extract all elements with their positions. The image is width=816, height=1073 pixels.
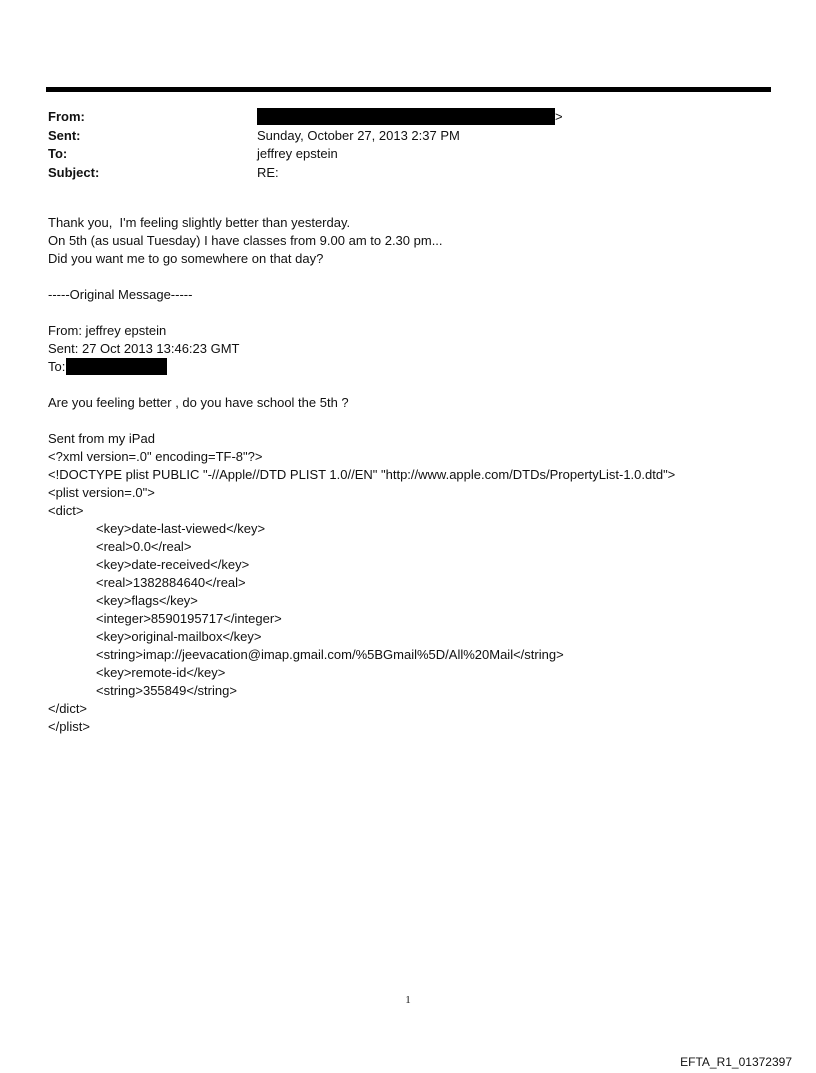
plist-line: </dict> bbox=[48, 701, 88, 716]
plist-line: <real>1382884640</real> bbox=[96, 575, 246, 590]
redaction-box bbox=[257, 108, 555, 125]
from-label: From: bbox=[48, 109, 85, 124]
plist-line: <key>original-mailbox</key> bbox=[96, 629, 262, 644]
plist-line: <real>0.0</real> bbox=[96, 539, 192, 554]
page-number: 1 bbox=[405, 994, 411, 1006]
plist-line: <!DOCTYPE plist PUBLIC "-//Apple//DTD PLIST 1.0//EN" "http://www.apple.com/DTDs/PropertyList-1.0.dtd"> bbox=[48, 467, 676, 482]
plist-line: <string>imap://jeevacation@imap.gmail.com/%5BGmail%5D/All%20Mail</string> bbox=[96, 647, 564, 662]
original-message-text: Are you feeling better , do you have school the 5th ? bbox=[48, 395, 349, 410]
original-to-label: To: bbox=[48, 359, 66, 374]
plist-line: <string>355849</string> bbox=[96, 683, 237, 698]
to-label: To: bbox=[48, 146, 68, 161]
plist-line: <key>date-last-viewed</key> bbox=[96, 521, 266, 536]
from-value bbox=[257, 108, 563, 127]
document-id: EFTA_R1_01372397 bbox=[680, 1055, 792, 1069]
from-suffix: > bbox=[555, 109, 563, 124]
signature-line: Sent from my iPad bbox=[48, 431, 155, 446]
original-to-line bbox=[48, 358, 788, 376]
sent-value: Sunday, October 27, 2013 2:37 PM bbox=[257, 127, 460, 143]
plist-line: </plist> bbox=[48, 719, 90, 734]
plist-line: <key>remote-id</key> bbox=[96, 665, 226, 680]
reply-line: On 5th (as usual Tuesday) I have classes from 9.00 am to 2.30 pm... bbox=[48, 233, 443, 248]
subject-value: RE: bbox=[257, 164, 279, 180]
redaction-box bbox=[66, 358, 167, 375]
reply-line: Thank you, I'm feeling slightly better than yesterday. bbox=[48, 215, 351, 230]
original-from-line: From: jeffrey epstein bbox=[48, 323, 167, 338]
plist-line: <key>flags</key> bbox=[96, 593, 198, 608]
plist-line: <?xml version=.0" encoding=TF-8"?> bbox=[48, 449, 263, 464]
plist-line: <key>date-received</key> bbox=[96, 557, 250, 572]
original-message-divider: -----Original Message----- bbox=[48, 287, 193, 302]
reply-line: Did you want me to go somewhere on that day? bbox=[48, 251, 324, 266]
email-body bbox=[48, 214, 788, 736]
plist-line: <plist version=.0"> bbox=[48, 485, 155, 500]
to-value: jeffrey epstein bbox=[257, 146, 338, 161]
sent-label: Sent: bbox=[48, 127, 81, 143]
plist-line: <dict> bbox=[48, 503, 84, 518]
original-sent-line: Sent: 27 Oct 2013 13:46:23 GMT bbox=[48, 341, 240, 356]
header-rule bbox=[46, 87, 771, 92]
plist-line: <integer>8590195717</integer> bbox=[96, 611, 282, 626]
subject-label: Subject: bbox=[48, 164, 100, 180]
